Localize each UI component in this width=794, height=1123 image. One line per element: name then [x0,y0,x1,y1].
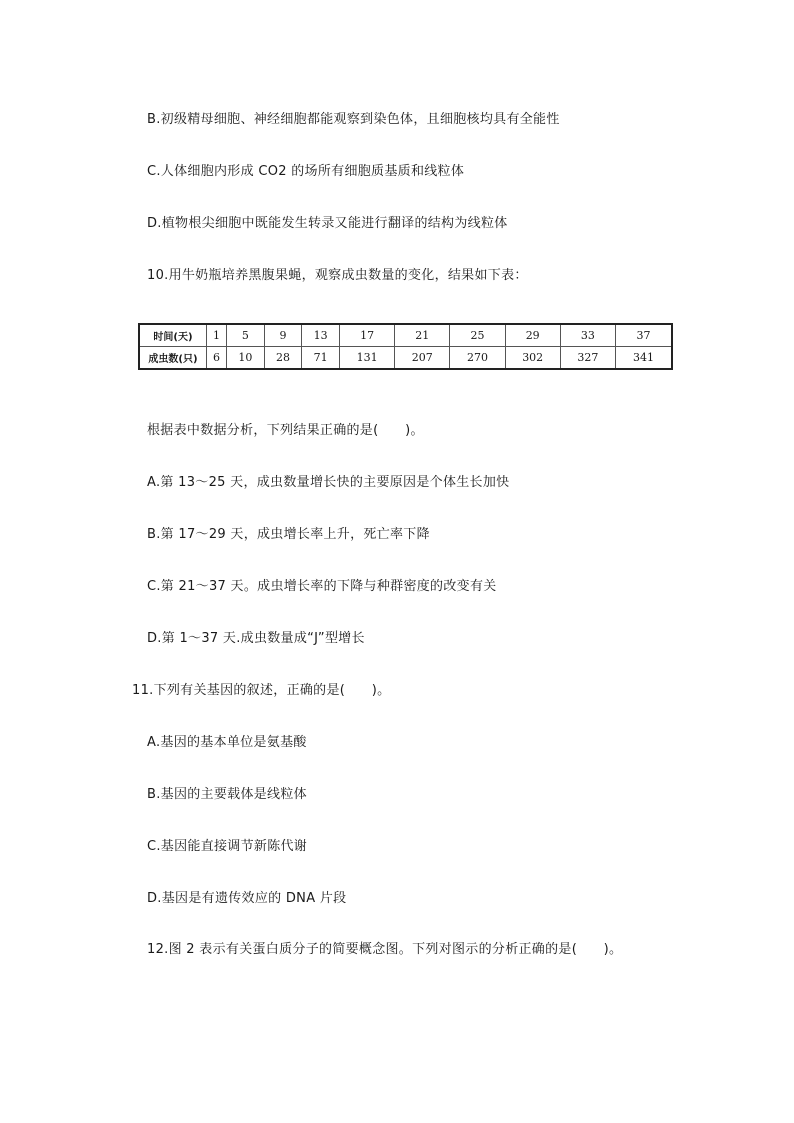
table-cell: 21 [395,324,450,347]
table-cell: 28 [264,347,302,370]
table-cell: 9 [264,324,302,347]
q10-question: 根据表中数据分析，下列结果正确的是( )。 [147,423,424,438]
table-cell: 71 [302,347,340,370]
table-row-days [139,324,672,347]
table-cell: 302 [505,347,560,370]
q10-option-b: B.第 17～29 天，成虫增长率上升，死亡率下降 [147,527,430,542]
table-cell: 270 [450,347,505,370]
q9-option-c: C.人体细胞内形成 CO2 的场所有细胞质基质和线粒体 [147,164,465,179]
q9-option-b: B.初级精母细胞、神经细胞都能观察到染色体，且细胞核均具有全能性 [147,112,560,127]
table-cell: 33 [560,324,615,347]
table-cell: 13 [302,324,340,347]
q9-option-d: D.植物根尖细胞中既能发生转录又能进行翻译的结构为线粒体 [147,216,508,231]
q11-option-b: B.基因的主要载体是线粒体 [147,787,307,802]
table-cell: 17 [339,324,394,347]
table-cell: 1 [207,324,227,347]
table-cell: 29 [505,324,560,347]
table-cell: 10 [227,347,265,370]
q10-option-d: D.第 1～37 天.成虫数量成“J”型增长 [147,631,365,646]
q10-stem: 10.用牛奶瓶培养黑腹果蝇，观察成虫数量的变化，结果如下表： [147,268,528,283]
table-cell: 341 [616,347,673,370]
q11-stem: 11.下列有关基因的叙述，正确的是( )。 [132,683,391,698]
population-table [138,323,673,370]
table-cell: 207 [395,347,450,370]
q10-option-a: A.第 13～25 天，成虫数量增长快的主要原因是个体生长加快 [147,475,510,490]
q11-option-d: D.基因是有遗传效应的 DNA 片段 [147,891,347,906]
table-cell: 131 [339,347,394,370]
table-cell: 5 [227,324,265,347]
table-row-header: 成虫数(只) [139,347,207,370]
table-cell: 6 [207,347,227,370]
q11-option-c: C.基因能直接调节新陈代谢 [147,839,308,854]
q11-option-a: A.基因的基本单位是氨基酸 [147,735,307,750]
q10-option-c: C.第 21～37 天。成虫增长率的下降与种群密度的改变有关 [147,579,497,594]
table-row-counts [139,347,672,370]
q12-stem: 12.图 2 表示有关蛋白质分子的简要概念图。下列对图示的分析正确的是( )。 [147,942,623,957]
table-cell: 37 [616,324,673,347]
table-row-header: 时间(天) [139,324,207,347]
table-cell: 25 [450,324,505,347]
table-cell: 327 [560,347,615,370]
